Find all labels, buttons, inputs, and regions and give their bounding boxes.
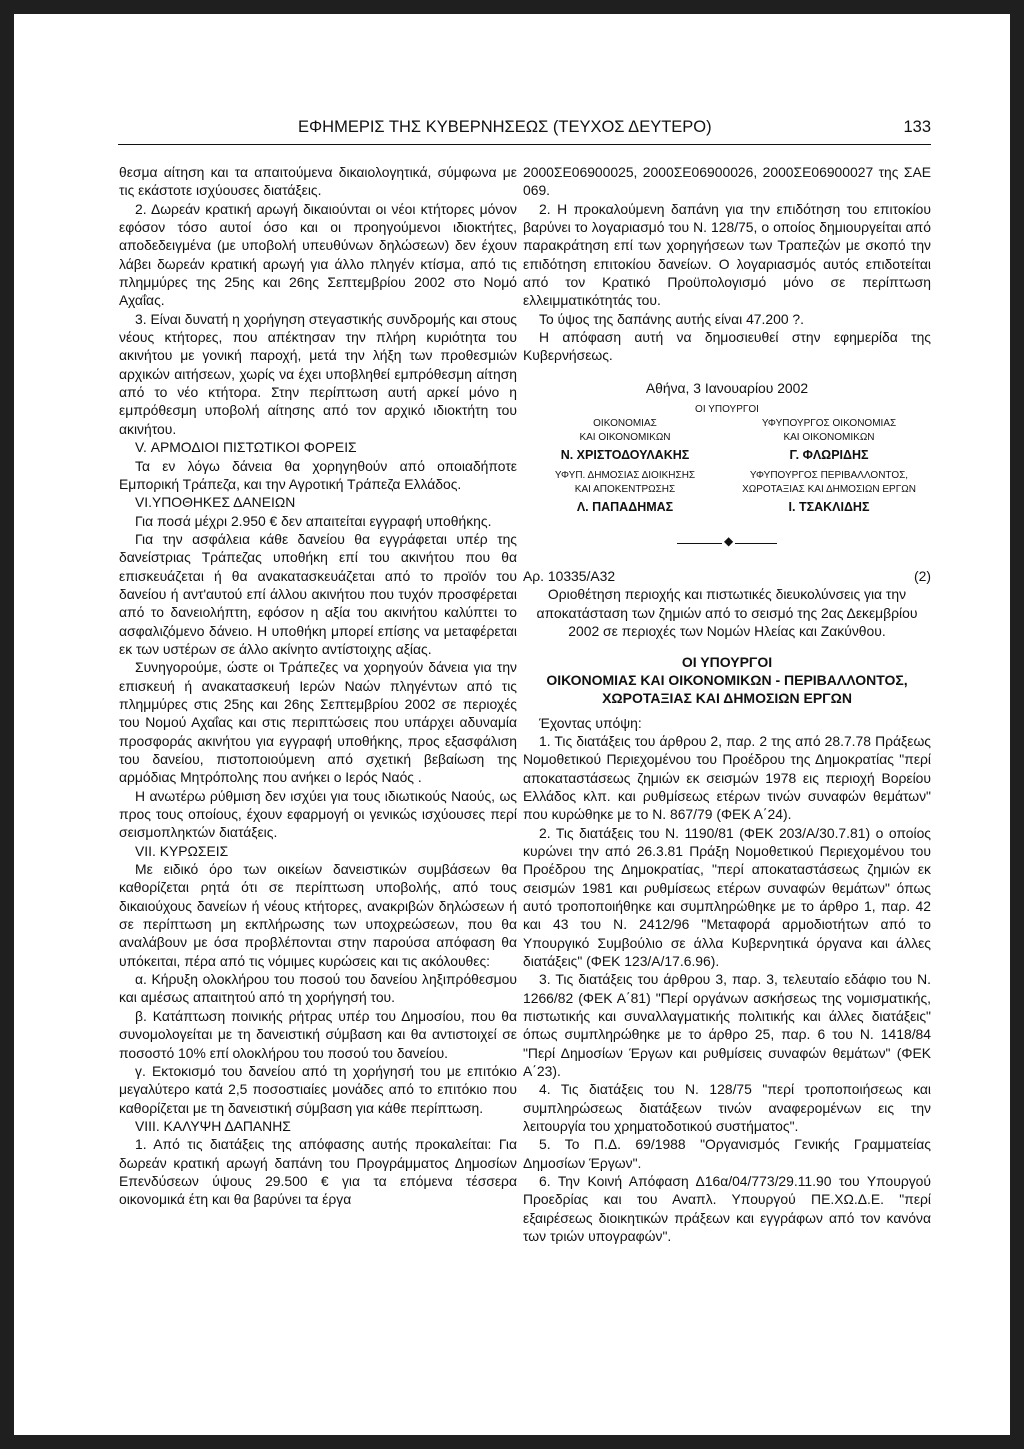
ministers-heading: ΟΙ ΥΠΟΥΡΓΟΙ xyxy=(681,653,773,670)
signatory-title: ΚΑΙ ΟΙΚΟΝΟΜΙΚΩΝ xyxy=(579,432,671,444)
section-heading: VII. ΚΥΡΩΣΕΙΣ xyxy=(135,842,229,859)
signatories-block xyxy=(523,417,931,517)
page-number: 133 xyxy=(903,118,931,136)
paragraph: Η απόφαση αυτή να δημοσιευθεί στην εφημερίδα της Κυβερνήσεως. xyxy=(523,329,931,364)
signatory-right xyxy=(727,417,931,465)
section-separator xyxy=(523,535,931,553)
signatory-title: ΥΦΥΠΟΥΡΓΟΣ ΟΙΚΟΝΟΜΙΑΣ xyxy=(761,418,897,430)
regard-item: 3. Τις διατάξεις του άρθρου 3, παρ. 3, τελευταίο εδάφιο του Ν. 1266/82 (ΦΕΚ Α΄81) "Περί οργάνων ασκήσεως της νομισματικής, πιστωτικής και συναλλαγματικής πολιτικής και άλλες διατάξεις" όπως συμπληρώθηκε με το άρθρο 25, παρ. 6 του Ν. 1418/84 "Περί Δημοσίων Έργων και ρυθμίσεις συναφών θεμάτων" (ΦΕΚ Α΄23). xyxy=(523,971,931,1080)
section-heading: V. ΑΡΜΟΔΙΟΙ ΠΙΣΤΩΤΙΚΟΙ ΦΟΡΕΙΣ xyxy=(135,439,357,456)
page-header xyxy=(118,114,931,145)
diamond-icon: ◆ xyxy=(724,534,734,549)
signatory-right xyxy=(727,469,931,517)
decision-title: Οριοθέτηση περιοχής και πιστωτικές διευκολύνσεις για την αποκατάσταση των ζημιών από το σεισμό της 2ας Δεκεμβρίου 2002 σε περιοχές των Νομών Ηλείας και Ζακύνθου. xyxy=(536,586,918,640)
regard-item: 4. Τις διατάξεις του Ν. 128/75 "περί τροποποιήσεως και συμπληρώσεως διατάξεων τινών αναφερομένων εις την λειτουργία του χρηματοδοτικού συστήματος". xyxy=(523,1081,931,1135)
signatory-title: ΚΑΙ ΟΙΚΟΝΟΜΙΚΩΝ xyxy=(783,432,875,444)
paragraph: 2. Δωρεάν κρατική αρωγή δικαιούνται οι νέοι κτήτορες μόνον εφόσον τόσο αυτοί όσο και οι προηγούμενοι ιδιοκτήτες, αποδεδειγμένα (με υποβολή υπευθύνων δηλώσεων) δεν έχουν λάβει δωρεάν κρατική αρωγή για άλλο πληγέν κτίσμα, από τις πλημμύρες της 25ης και 26ης Σεπτεμβρίου 2002 στο Νομό Αχαΐας. xyxy=(119,200,517,309)
paragraph: Τα εν λόγω δάνεια θα χορηγηθούν από οποιαδήποτε Εμπορική Τράπεζα, και την Αγροτική Τράπεζα Ελλάδος. xyxy=(119,457,517,492)
signatory-title: ΥΦΥΠΟΥΡΓΟΣ ΠΕΡΙΒΑΛΛΟΝΤΟΣ, xyxy=(749,470,909,482)
regard-item: 2. Τις διατάξεις του Ν. 1190/81 (ΦΕΚ 203/Α/30.7.81) ο οποίος κυρώνει την από 26.3.81 Πράξη Νομοθετικού Περιεχομένου του Προέδρου της Δημοκρατίας, "περί αποκαταστάσεως ζημιών εκ σεισμών 1981 και ρυθμίσεως ετέρων συναφών θεμάτων" όπως αυτό τροποποιήθηκε και συμπληρώθηκε με το άρθρο 1, παρ. 42 και 43 του Ν. 2412/96 "Μεταφορά αρμοδιοτήτων από το Υπουργικό Συμβούλιο σε άλλα Κυβερνητικά όργανα και άλλες διατάξεις" (ΦΕΚ 123/Α/17.6.96). xyxy=(523,824,931,969)
left-column xyxy=(119,163,517,1209)
gazette-title: ΕΦΗΜΕΡΙΣ ΤΗΣ ΚΥΒΕΡΝΗΣΕΩΣ (ΤΕΥΧΟΣ ΔΕΥΤΕΡΟ) xyxy=(298,118,712,136)
paragraph: Συνηγορούμε, ώστε οι Τράπεζες να χορηγούν δάνεια για την επισκευή ή ανακατασκευή Ιερών Ναών πληγέντων από τις πλημμύρες στις 25ης και 26ης Σεπτεμβρίου 2002 σε περιοχές του Νομού Αχαΐας και στις περιπτώσεις που υπάρχει αδυναμία προσφοράς ακινήτου για εγγραφή υποθήκης, προς εξασφάλιση του δανείου, πιστοποιούμενη από σχετική βεβαίωση της αρμόδιας Μητρόπολης που ανήκει ο Ιερός Ναός . xyxy=(119,659,517,786)
paragraph: Το ύψος της δαπάνης αυτής είναι 47.200 ?. xyxy=(539,310,805,327)
paragraph: Η ανωτέρω ρύθμιση δεν ισχύει για τους ιδιωτικούς Ναούς, ως προς τους οποίους, έχουν εφαρμογή οι γενικώς ισχύουσες περί σεισμοπληκτών διατάξεις. xyxy=(119,787,517,841)
section-heading: VIII. ΚΑΛΥΨΗ ΔΑΠΑΝΗΣ xyxy=(135,1117,291,1134)
decision-number: Αρ. 10335/Α32 xyxy=(523,568,616,585)
signatories-heading: ΟΙ ΥΠΟΥΡΓΟΙ xyxy=(695,404,759,416)
signatory-name: Ν. ΧΡΙΣΤΟΔΟΥΛΑΚΗΣ xyxy=(560,448,690,463)
paragraph: β. Κατάπτωση ποινικής ρήτρας υπέρ του Δημοσίου, που θα συνομολογείται με τη δανειστική σύμβαση και θα αντιστοιχεί σε ποσοστό 10% επί ολοκλήρου του ποσού του δανείου. xyxy=(119,1007,517,1061)
paragraph: γ. Εκτοκισμό του δανείου από τη χορήγησή του με επιτόκιο μεγαλύτερο κατά 2,5 ποσοστιαίες μονάδες από το επιτόκιο που καθορίζεται με τη δανειστική σύμβαση για κάθε περίπτωση. xyxy=(119,1062,517,1116)
regard-item: 1. Τις διατάξεις του άρθρου 2, παρ. 2 της από 28.7.78 Πράξεως Νομοθετικού Περιεχομένου του Προέδρου της Δημοκρατίας "περί αποκαταστάσεως ζημιών εκ σεισμών 1978 εις περιοχή Βορείου Ελλάδος κλπ. και ρυθμίσεως ετέρων τινών συναφών θεμάτων" που κυρώθηκε με το Ν. 867/79 (ΦΕΚ Α΄24). xyxy=(523,732,931,823)
regard-item: 5. Το Π.Δ. 69/1988 "Οργανισμός Γενικής Γραμματείας Δημοσίων Έργων". xyxy=(523,1136,931,1171)
signatory-left xyxy=(523,417,727,465)
paragraph: θεσμα αίτηση και τα απαιτούμενα δικαιολογητικά, σύμφωνα με τις εκάστοτε ισχύουσες διατάξεις. xyxy=(119,164,517,199)
signatory-name: Ι. ΤΣΑΚΛΙΔΗΣ xyxy=(788,500,870,515)
paragraph: Με ειδικό όρο των οικείων δανειστικών συμβάσεων θα καθορίζεται ρητά ότι σε περίπτωση υποβολής, από τους δικαιούχους δανείων ή νέους κτήτορες, ανακριβών δηλώσεων ή σε περίπτωση μη εκπλήρωσης των υποχρεώσεων, που θα αναλάβουν με όσα προβλέπονται στην παρούσα απόφαση θα υπόκειται, πέρα από τις νόμιμες κυρώσεις και τις ακόλουθες: xyxy=(119,861,517,969)
decision-code: (2) xyxy=(914,568,931,585)
date-line: Αθήνα, 3 Ιανουαρίου 2002 xyxy=(645,379,809,396)
having-regard: Έχοντας υπόψη: xyxy=(539,714,642,731)
paragraph: Για ποσά μέχρι 2.950 € δεν απαιτείται εγγραφή υποθήκης. xyxy=(135,512,492,529)
signatory-name: Γ. ΦΛΩΡΙΔΗΣ xyxy=(789,448,869,463)
signatory-name: Λ. ΠΑΠΑΔΗΜΑΣ xyxy=(576,500,674,515)
right-column xyxy=(523,163,931,1246)
paragraph: α. Κήρυξη ολοκλήρου του ποσού του δανείου ληξιπρόθεσμου και αμέσως απαιτητού από τη χορήγησή του. xyxy=(119,971,517,1006)
paragraph: Για την ασφάλεια κάθε δανείου θα εγγράφεται υπέρ της δανείστριας Τράπεζας υποθήκη επί του ακινήτου που θα επισκευάζεται ή θα ανακατασκευάζεται από το προϊόν του δανείου ή αντ'αυτού επί άλλου ακινήτου που τυχόν προσφέρεται από το δανειολήπτη, εφόσον η αξία του ακινήτου καλύπτει το ασφαλιζόμενο δάνειο. Η υποθήκη μπορεί επίσης να μεταφέρεται εκ των υστέρων σε άλλο ακίνητο αντίστοιχης αξίας. xyxy=(119,530,517,657)
signatory-left xyxy=(523,469,727,517)
signatory-title: ΟΙΚΟΝΟΜΙΑΣ xyxy=(593,418,657,430)
signatory-title: ΚΑΙ ΑΠΟΚΕΝΤΡΩΣΗΣ xyxy=(574,484,676,496)
signatory-title: ΥΦΥΠ. ΔΗΜΟΣΙΑΣ ΔΙΟΙΚΗΣΗΣ xyxy=(554,470,696,482)
signatory-title: ΧΩΡΟΤΑΞΙΑΣ ΚΑΙ ΔΗΜΟΣΙΩΝ ΕΡΓΩΝ xyxy=(742,484,916,496)
decision-number-row xyxy=(523,567,931,585)
paragraph: 1. Από τις διατάξεις της απόφασης αυτής προκαλείται: Για δωρεάν κρατική αρωγή δαπάνη του Προγράμματος Δημοσίων Επενδύσεων ύψους 29.500 € για τα επόμενα τέσσερα οικονομικά έτη και θα βαρύνει τα έργα xyxy=(119,1136,517,1208)
section-heading: VI.ΥΠΟΘΗΚΕΣ ΔΑΝΕΙΩΝ xyxy=(135,494,296,511)
ministers-heading: ΟΙΚΟΝΟΜΙΑΣ ΚΑΙ ΟΙΚΟΝΟΜΙΚΩΝ - ΠΕΡΙΒΑΛΛΟΝΤΟΣ, ΧΩΡΟΤΑΞΙΑΣ ΚΑΙ ΔΗΜΟΣΙΩΝ ΕΡΓΩΝ xyxy=(546,671,908,707)
paragraph: 3. Είναι δυνατή η χορήγηση στεγαστικής συνδρομής και στους νέους κτήτορες, που απέκτησαν την πλήρη κυριότητα του ακινήτου με γονική παροχή, μετά την λήξη των προθεσμιών αρχικών αιτήσεων, χωρίς να έχει υποβληθεί εμπρόθεσμη αίτηση από το νέο κτήτορα. Στην περίπτωση αυτή αρκεί μόνο η εμπρόθεσμη υποβολή αίτησης από τον αρχικό ιδιοκτήτη του ακινήτου. xyxy=(119,310,517,437)
regard-item: 6. Την Κοινή Απόφαση Δ16α/04/773/29.11.90 του Υπουργού Προεδρίας και του Αναπλ. Υπουργού ΠΕ.ΧΩ.Δ.Ε. "περί εξαιρέσεως διοικητικών πράξεων και εγγράφων από τον κανόνα των τριών υπογραφών". xyxy=(523,1173,931,1245)
paragraph: 2. Η προκαλούμενη δαπάνη για την επιδότηση του επιτοκίου βαρύνει το λογαριασμό του Ν. 128/75, ο οποίος δημιουργείται από παρακράτηση επί των χορηγήσεων των Τραπεζών με σκοπό την επιδότηση επιτοκίου δανείων. Ο λογαριασμός αυτός επιδοτείται από τον Κρατικό Προϋπολογισμό μόνο σε περίπτωση ελλειμματικότητάς του. xyxy=(523,200,931,309)
paragraph: 2000ΣΕ06900025, 2000ΣΕ06900026, 2000ΣΕ06900027 της ΣΑΕ 069. xyxy=(523,164,931,199)
document-page xyxy=(14,14,1010,1435)
